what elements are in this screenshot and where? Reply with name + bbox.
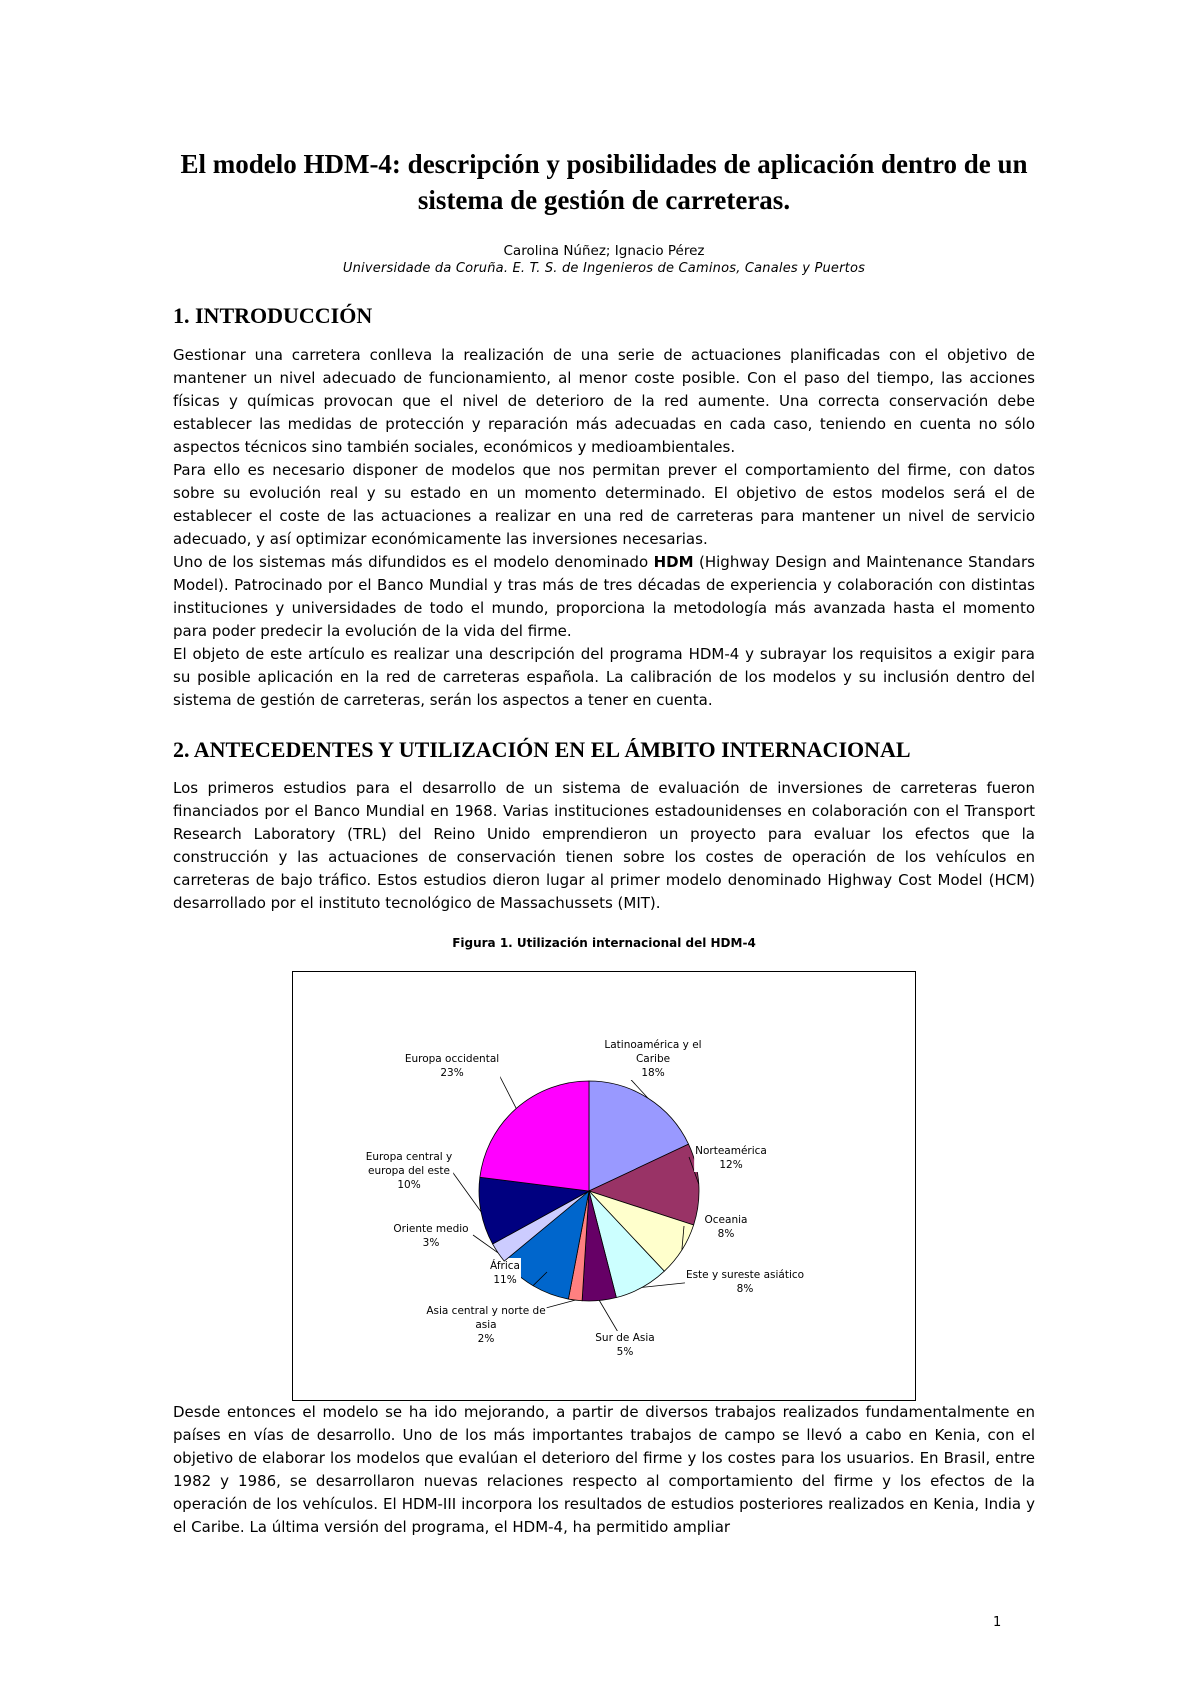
section-1-body (173, 344, 1035, 712)
pie-slice-name: Latinoamérica y el (604, 1039, 702, 1051)
section-2-heading: 2. ANTECEDENTES Y UTILIZACIÓN EN EL ÁMBITO INTERNACIONAL (173, 737, 911, 762)
pie-chart (293, 972, 915, 1400)
pie-slice-percent: 5% (616, 1346, 634, 1358)
article (173, 146, 1035, 1539)
pie-slice-name: Oriente medio (393, 1223, 469, 1235)
pie-slice-percent: 11% (493, 1274, 517, 1286)
pie-slice-name: Asia central y norte de (426, 1305, 546, 1317)
pie-chart-frame (292, 971, 916, 1401)
paragraph (173, 551, 1035, 643)
paragraph: Para ello es necesario disponer de modelos que nos permitan prever el comportamiento del firme, con datos sobre su evolución real y su estado en un momento determinado. El objetivo de estos modelos será el de establecer el coste de las actuaciones a realizar en una red de carreteras para mantener un nivel de servicio adecuado, y así optimizar económicamente las inversiones necesarias. (173, 461, 1035, 548)
pie-slice-percent: 2% (477, 1333, 495, 1345)
pie-slice-percent: 8% (717, 1228, 735, 1240)
pie-slice-name: asia (475, 1319, 497, 1331)
pie-slice-percent: 12% (719, 1159, 743, 1171)
paragraph: Gestionar una carretera conlleva la realización de una serie de actuaciones planificadas con el objetivo de mantener un nivel adecuado de funcionamiento, al menor coste posible. Con el paso del tiempo, las acciones físicas y químicas provocan que el nivel de deterioro de la red aumente. Una correcta conservación debe establecer las medidas de protección y reparación más adecuadas en cada caso, teniendo en cuenta no sólo aspectos técnicos sino también sociales, económicos y medioambientales. (173, 346, 1035, 456)
pie-slice-percent: 10% (397, 1179, 421, 1191)
pie-slice-name: África (490, 1260, 520, 1272)
affiliation: Universidade da Coruña. E. T. S. de Ingenieros de Caminos, Canales y Puertos (342, 261, 866, 276)
pie-slice-name: Europa occidental (404, 1053, 500, 1065)
pie-slice-name: Europa central y (365, 1151, 453, 1163)
pie-slice-percent: 8% (736, 1283, 754, 1295)
pie-slice-name: Sur de Asia (595, 1332, 655, 1344)
authors: Carolina Núñez; Ignacio Pérez (503, 243, 705, 259)
section-1-heading: 1. INTRODUCCIÓN (173, 303, 373, 328)
paragraph: Desde entonces el modelo se ha ido mejorando, a partir de diversos trabajos realizados fundamentalmente en países en vías de desarrollo. Uno de los más importantes trabajos de campo se llevó a cabo en Kenia, con el objetivo de elaborar los modelos que evalúan el deterioro del firme y los costes para los usuarios. En Brasil, entre 1982 y 1986, se desarrollaron nuevas relaciones respecto al comportamiento del firme y los efectos de la operación de los vehículos. El HDM-III incorpora los resultados de estudios posteriores realizados en Kenia, India y el Caribe. La última versión del programa, el HDM-4, ha permitido ampliar (173, 1403, 1035, 1536)
paragraph-text: Uno de los sistemas más difundidos es el modelo denominado (173, 553, 654, 571)
pie-slice-name: Norteamérica (695, 1145, 767, 1157)
paragraph: Los primeros estudios para el desarrollo de un sistema de evaluación de inversiones de carreteras fueron financiados por el Banco Mundial en 1968. Varias instituciones estadounidenses en colaboración con el Transport Research Laboratory (TRL) del Reino Unido emprendieron un proyecto para evaluar los efectos que la construcción y las actuaciones de conservación tienen sobre los costes de operación de los vehículos en carreteras de bajo tráfico. Estos estudios dieron lugar al primer modelo denominado Highway Cost Model (HCM) desarrollado por el instituto tecnológico de Massachussets (MIT). (173, 779, 1035, 912)
page-number: 1 (993, 1615, 1002, 1630)
pie-slice-percent: 3% (422, 1237, 440, 1249)
pie-slice-name: Oceania (704, 1214, 748, 1226)
figure-caption: Figura 1. Utilización internacional del HDM-4 (452, 936, 756, 950)
pie-slice (480, 1081, 589, 1191)
paragraph: El objeto de este artículo es realizar una descripción del programa HDM-4 y subrayar los requisitos a exigir para su posible aplicación en la red de carreteras española. La calibración de los modelos y su inclusión dentro del sistema de gestión de carreteras, serán los aspectos a tener en cuenta. (173, 645, 1035, 709)
pie-slice-percent: 18% (641, 1067, 665, 1079)
section-2-body (173, 777, 1035, 915)
paragraph-text: (Highway Design and Maintenance Standars Model). Patrocinado por el Banco Mundial y tras más de tres décadas de experiencia y colaboración con distintas instituciones y universidades de todo el mundo, proporciona la metodología más avanzada hasta el momento para poder predecir la evolución de la vida del firme. (173, 553, 1035, 640)
pie-slice-name: europa del este (368, 1165, 450, 1177)
pie-slice-name: Caribe (635, 1053, 671, 1065)
pie-leader-line (451, 1170, 481, 1212)
pie-slice-name: Este y sureste asiático (685, 1269, 805, 1281)
pie-slice-percent: 23% (440, 1067, 464, 1079)
hdm-bold-term: HDM (653, 553, 694, 571)
article-title: El modelo HDM-4: descripción y posibilidades de aplicación dentro de un sistema de gestión de carreteras. (180, 149, 1028, 215)
